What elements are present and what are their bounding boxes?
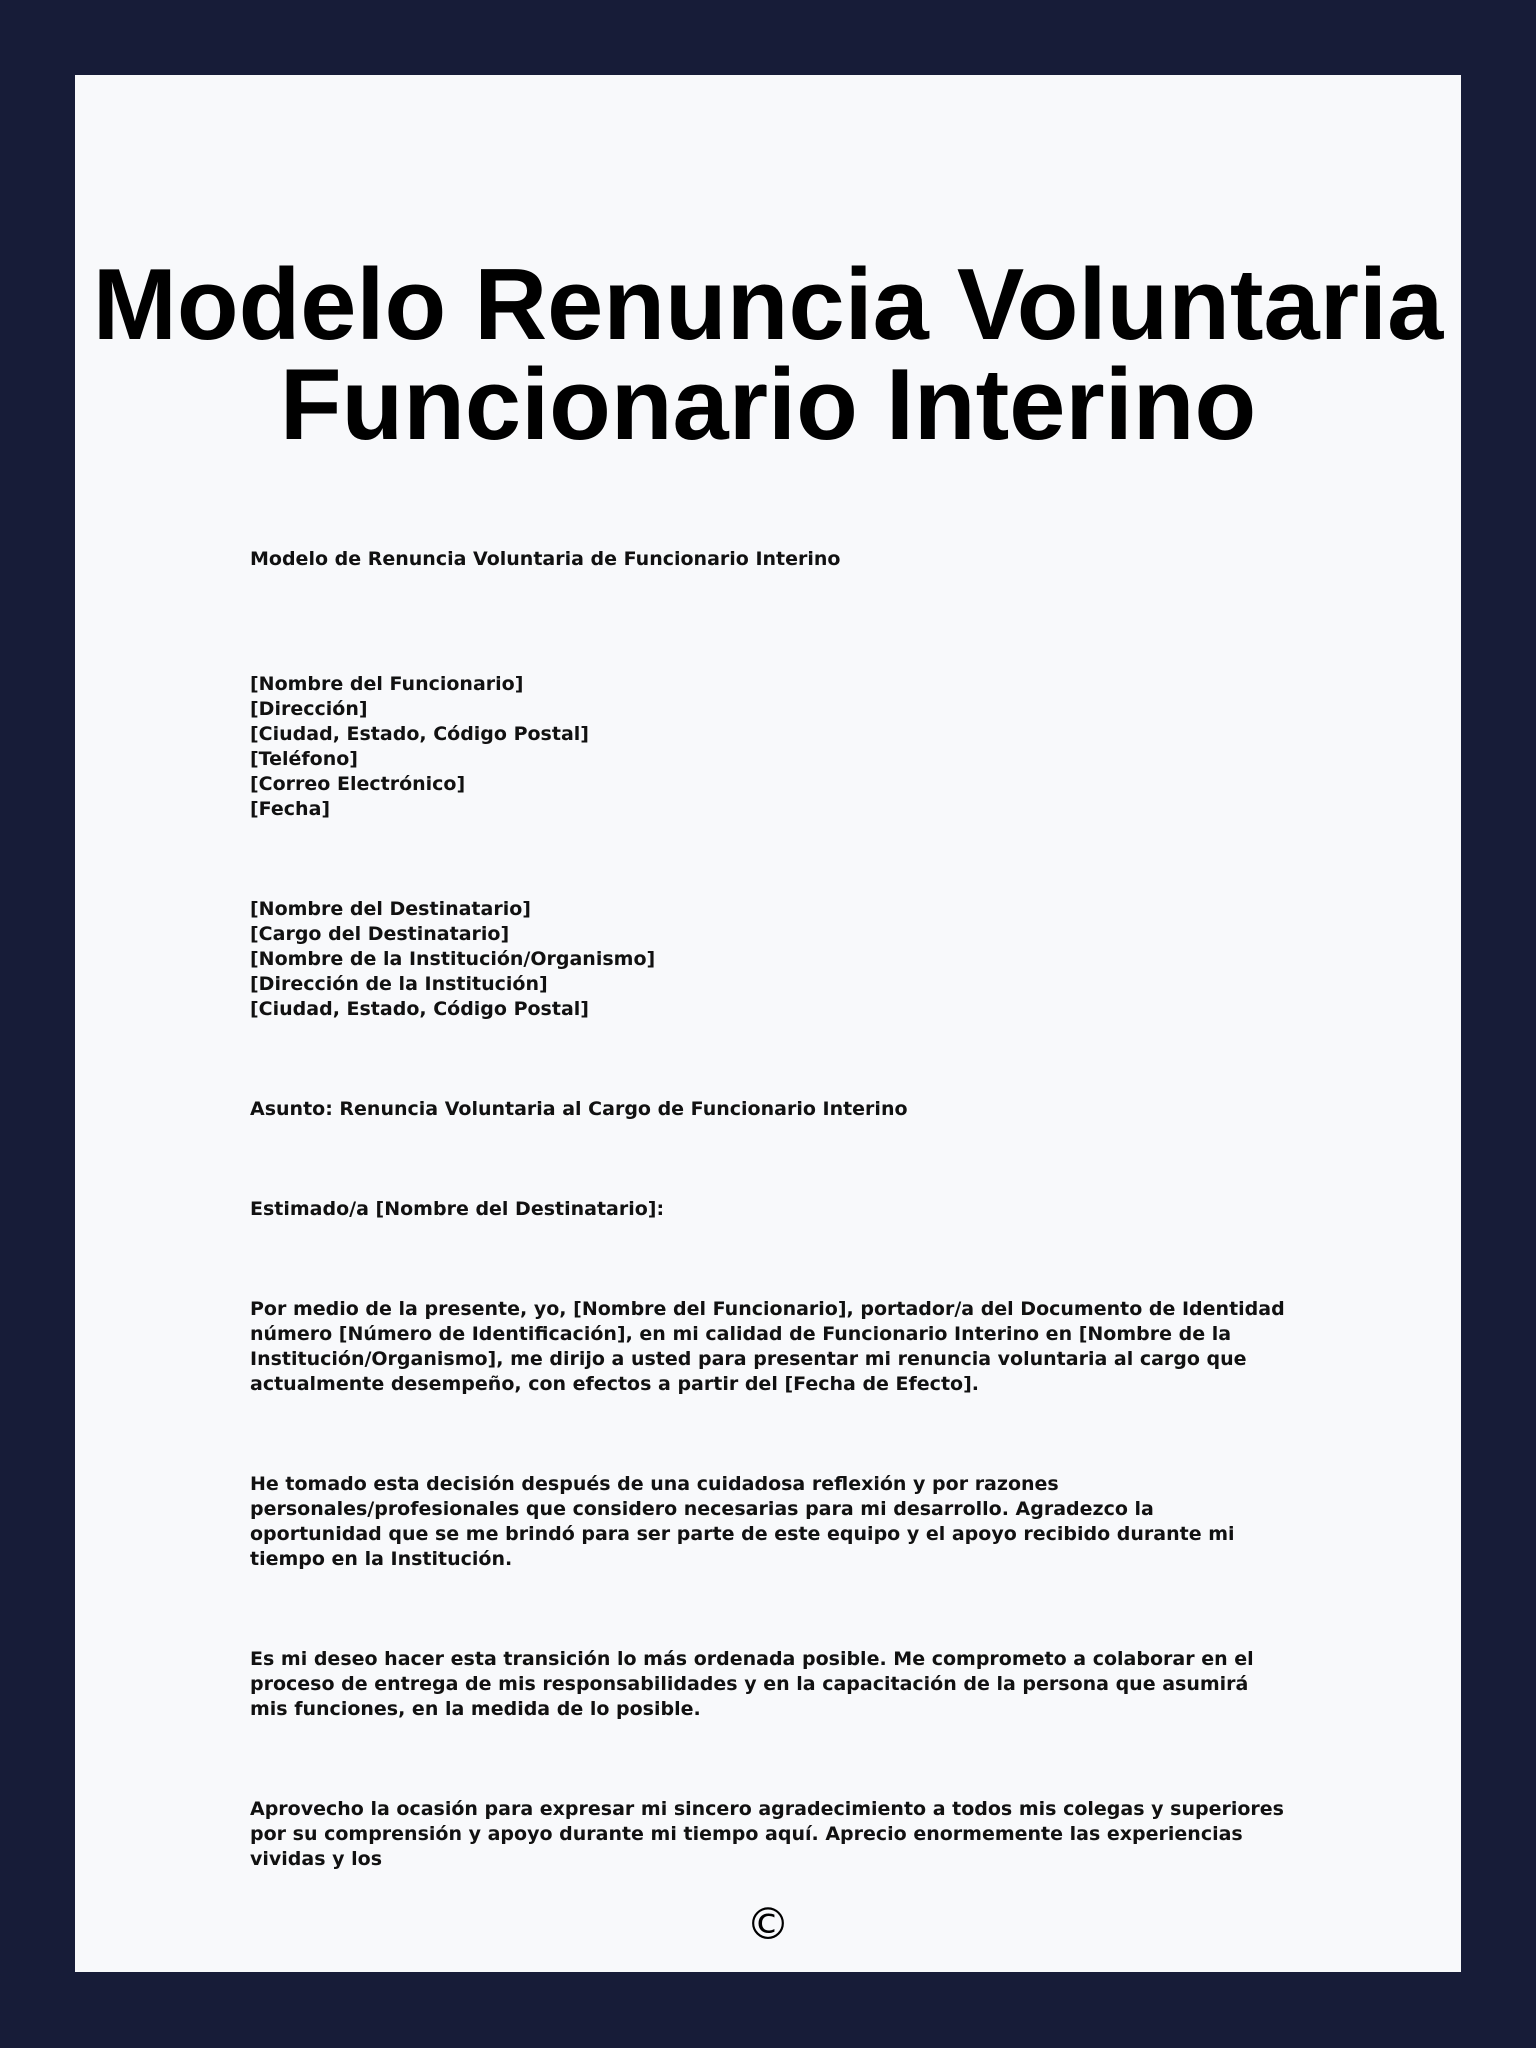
letter-subtitle: Modelo de Renuncia Voluntaria de Funcionario Interino xyxy=(250,548,841,570)
recipient-institution: [Nombre de la Institución/Organismo] xyxy=(250,948,656,970)
sender-address: [Dirección] xyxy=(250,698,368,720)
recipient-block xyxy=(250,897,1290,1022)
sender-date: [Fecha] xyxy=(250,798,331,820)
sender-phone: [Teléfono] xyxy=(250,748,358,770)
paragraph-2: He tomado esta decisión después de una cuidadosa reflexión y por razones personales/profesionales que considero necesarias para mi desarrollo. Agradezco la oportunidad que se me brindó para ser parte de este equipo y el apoyo recibido durante mi tiempo en la Institución. xyxy=(250,1473,1235,1570)
sender-block xyxy=(250,672,1290,822)
recipient-name: [Nombre del Destinatario] xyxy=(250,898,531,920)
recipient-city: [Ciudad, Estado, Código Postal] xyxy=(250,998,589,1020)
title-line-1: Modelo Renuncia Voluntaria xyxy=(92,249,1444,361)
copyright-icon: © xyxy=(746,1899,790,1950)
recipient-position: [Cargo del Destinatario] xyxy=(250,923,510,945)
letter-greeting: Estimado/a [Nombre del Destinatario]: xyxy=(250,1198,665,1220)
recipient-address: [Dirección de la Institución] xyxy=(250,973,548,995)
letter-body xyxy=(250,547,1290,1872)
sender-email: [Correo Electrónico] xyxy=(250,773,466,795)
paragraph-4: Aprovecho la ocasión para expresar mi sincero agradecimiento a todos mis colegas y superiores por su comprensión y apoyo durante mi tiempo aquí. Aprecio enormemente las experiencias vividas y los xyxy=(250,1798,1284,1870)
paragraph-1: Por medio de la presente, yo, [Nombre del Funcionario], portador/a del Documento de Identidad número [Número de Identificación], en mi calidad de Funcionario Interino en [Nombre de la Institución/Organismo], me dirijo a usted para presentar mi renuncia voluntaria al cargo que actualmente desempeño, con efectos a partir del [Fecha de Efecto]. xyxy=(250,1298,1285,1395)
document-title xyxy=(75,249,1461,461)
title-line-2: Funcionario Interino xyxy=(279,349,1257,461)
paragraph-3: Es mi deseo hacer esta transición lo más ordenada posible. Me comprometo a colaborar en el proceso de entrega de mis responsabilidades y en la capacitación de la persona que asumirá mis funciones, en la medida de lo posible. xyxy=(250,1648,1254,1720)
letter-subject: Asunto: Renuncia Voluntaria al Cargo de Funcionario Interino xyxy=(250,1098,908,1120)
sender-name: [Nombre del Funcionario] xyxy=(250,673,524,695)
document-page xyxy=(75,75,1461,1972)
sender-city: [Ciudad, Estado, Código Postal] xyxy=(250,723,589,745)
